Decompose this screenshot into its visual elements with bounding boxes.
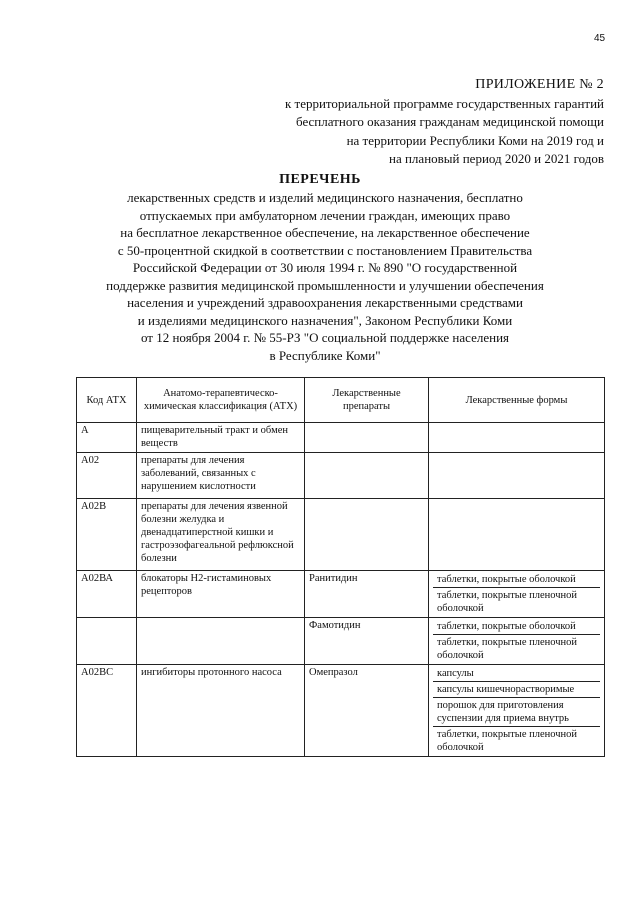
subtitle-line: на бесплатное лекарственное обеспечение, на лекарственное обеспечение	[120, 225, 530, 240]
row-classification: препараты для лечения язвенной болезни желудка и двенадцатиперстной кишки и гастроэзофагеальной рефлюксной болезни	[137, 499, 305, 571]
subtitle-line: Российской Федерации от 30 июля 1994 г. № 890 "О государственной	[132, 260, 518, 275]
form-item: таблетки, покрытые оболочкой	[433, 572, 600, 588]
table-row	[77, 618, 605, 665]
appendix-line: к территориальной программе государственных гарантий	[284, 95, 604, 111]
subtitle-line: от 12 ноября 2004 г. № 55-РЗ "О социальной поддержке населения	[140, 330, 510, 345]
row-forms	[429, 453, 605, 499]
form-item: таблетки, покрытые оболочкой	[433, 619, 600, 635]
row-classification: препараты для лечения заболеваний, связанных с нарушением кислотности	[137, 453, 305, 499]
row-drug: Ранитидин	[305, 571, 429, 618]
header-classification: Анатомо-терапевтическо-химическая классификация (АТХ)	[137, 378, 305, 423]
subtitle-line: поддержке развития медицинской промышленности и улучшении обеспечения	[106, 277, 544, 293]
row-drug: Омепразол	[305, 665, 429, 757]
form-item: таблетки, покрытые пленочной оболочкой	[437, 729, 578, 753]
appendix-line: на плановый период 2020 и 2021 годов	[389, 151, 604, 166]
table-row	[77, 453, 605, 499]
row-drug: Фамотидин	[305, 618, 429, 665]
appendix-line: бесплатного оказания гражданам медицинской помощи	[296, 114, 604, 129]
header-drugs: Лекарственные препараты	[305, 378, 429, 423]
appendix-title: ПРИЛОЖЕНИЕ № 2	[475, 77, 604, 92]
row-code: А02	[77, 453, 137, 499]
table-row	[77, 665, 605, 757]
form-item: капсулы кишечнорастворимые	[433, 682, 600, 698]
row-classification: блокаторы Н2-гистаминовых рецепторов	[137, 571, 305, 618]
appendix-heading	[184, 76, 604, 169]
row-forms	[429, 423, 605, 453]
form-item: капсулы	[433, 666, 600, 682]
row-drug	[305, 423, 429, 453]
row-code: А02ВС	[77, 665, 137, 757]
row-drug	[305, 453, 429, 499]
drug-table	[76, 377, 605, 757]
row-classification	[137, 618, 305, 665]
table-header-row	[77, 378, 605, 423]
header-forms: Лекарственные формы	[429, 378, 605, 423]
subtitle-line: населения и учреждений здравоохранения лекарственными средствами	[127, 295, 523, 310]
row-forms	[429, 618, 605, 665]
document-title: ПЕРЕЧЕНЬ	[279, 172, 361, 187]
row-forms	[429, 571, 605, 618]
row-classification: ингибиторы протонного насоса	[137, 665, 305, 757]
row-code: А02ВА	[77, 571, 137, 618]
form-item: таблетки, покрытые пленочной оболочкой	[437, 637, 578, 661]
page-number: 45	[594, 33, 606, 44]
table-row	[77, 423, 605, 453]
row-forms	[429, 665, 605, 757]
table-row	[77, 571, 605, 618]
subtitle-line: в Республике Коми"	[269, 347, 381, 363]
subtitle-line: с 50-процентной скидкой в соответствии с постановлением Правительства	[117, 242, 533, 258]
subtitle-line: и изделиями медицинского назначения", Законом Республики Коми	[137, 312, 513, 328]
document-subtitle	[60, 189, 590, 364]
row-code: А02В	[77, 499, 137, 571]
subtitle-line: отпускаемых при амбулаторном лечении граждан, имеющих право	[139, 207, 511, 223]
appendix-line: на территории Республики Коми на 2019 год и	[346, 132, 604, 148]
form-item: порошок для приготовления суспензии для приема внутрь	[433, 698, 600, 727]
table-row	[77, 499, 605, 571]
row-classification: пищеварительный тракт и обмен веществ	[137, 423, 305, 453]
row-code: А	[77, 423, 137, 453]
subtitle-line: лекарственных средств и изделий медицинского назначения, бесплатно	[127, 190, 523, 205]
form-item: таблетки, покрытые пленочной оболочкой	[437, 590, 578, 614]
header-code: Код АТХ	[77, 378, 137, 423]
row-drug	[305, 499, 429, 571]
row-forms	[429, 499, 605, 571]
row-code	[77, 618, 137, 665]
